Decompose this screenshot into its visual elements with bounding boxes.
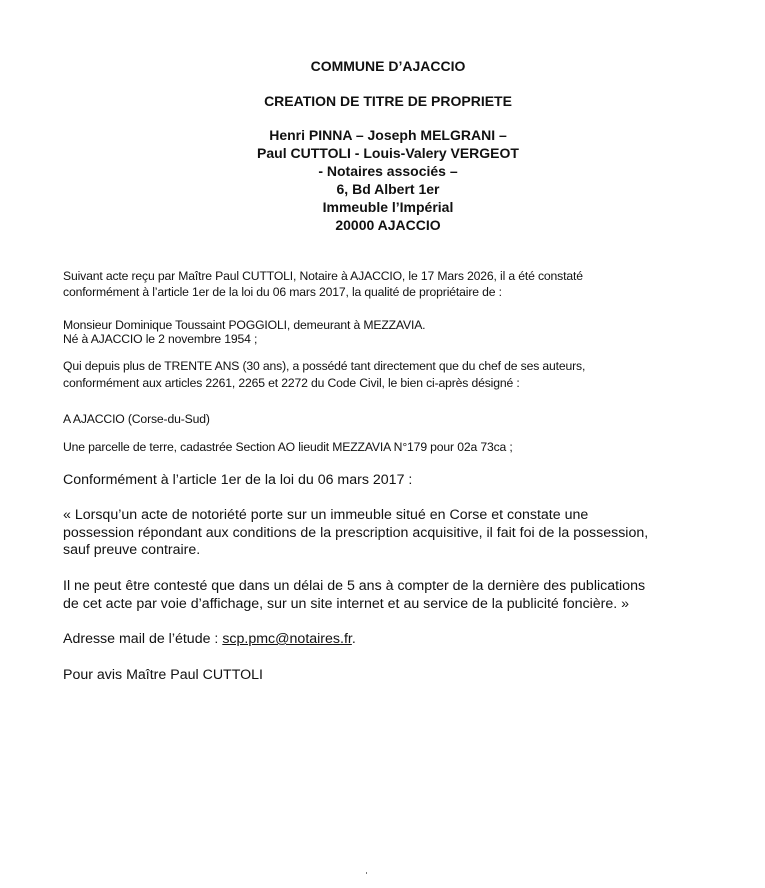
paragraph-parcel: Une parcelle de terre, cadastrée Section AO lieudit MEZZAVIA N°179 pour 02a 73ca ;: [63, 440, 513, 454]
email-line: [63, 631, 356, 647]
quote-contest-line-2: de cet acte par voie d’affichage, sur un site internet et au service de la publicité foncière. »: [63, 596, 629, 612]
address-building: Immeuble l’Impérial: [322, 199, 454, 215]
document-title: CREATION DE TITRE DE PROPRIETE: [264, 93, 512, 109]
quote-line-1: « Lorsqu’un acte de notoriété porte sur un immeuble situé en Corse et constate une: [63, 507, 589, 523]
paragraph-possession-line-2: conformément aux articles 2261, 2265 et 2272 du Code Civil, le bien ci-après désigné :: [63, 376, 520, 390]
signature: Pour avis Maître Paul CUTTOLI: [63, 667, 264, 683]
email-label: Adresse mail de l’étude :: [63, 631, 223, 647]
address-city: 20000 AJACCIO: [335, 217, 441, 233]
paragraph-owner-line-2: Né à AJACCIO le 2 novembre 1954 ;: [63, 332, 258, 346]
paragraph-location: A AJACCIO (Corse-du-Sud): [63, 412, 210, 426]
paragraph-acte-line-2: conformément à l’article 1er de la loi du 06 mars 2017, la qualité de propriétaire de :: [63, 285, 502, 299]
notaries-line-1: Henri PINNA – Joseph MELGRANI –: [269, 127, 507, 143]
paragraph-possession-line-1: Qui depuis plus de TRENTE ANS (30 ans), a possédé tant directement que du chef de ses auteurs,: [63, 359, 586, 373]
notaries-line-2: Paul CUTTOLI - Louis-Valery VERGEOT: [257, 145, 519, 161]
paragraph-acte-line-1: Suivant acte reçu par Maître Paul CUTTOLI, Notaire à AJACCIO, le 17 Mars 2026, il a été constaté: [63, 269, 583, 283]
paragraph-owner-line-1: Monsieur Dominique Toussaint POGGIOLI, demeurant à MEZZAVIA.: [63, 318, 426, 332]
notaries-associates: - Notaires associés –: [318, 163, 458, 179]
paragraph-law-reference: Conformément à l’article 1er de la loi du 06 mars 2017 :: [63, 472, 413, 488]
commune-heading: COMMUNE D’AJACCIO: [310, 58, 466, 74]
address-street: 6, Bd Albert 1er: [336, 181, 440, 197]
quote-line-3: sauf preuve contraire.: [63, 542, 201, 558]
quote-contest-line-1: Il ne peut être contesté que dans un délai de 5 ans à compter de la dernière des publications: [63, 578, 646, 594]
email-link[interactable]: scp.pmc@notaires.fr: [222, 631, 352, 647]
email-suffix: .: [351, 631, 356, 647]
scan-speck: [366, 872, 367, 874]
quote-line-2: possession répondant aux conditions de la prescription acquisitive, il fait foi de la possession,: [63, 525, 649, 541]
